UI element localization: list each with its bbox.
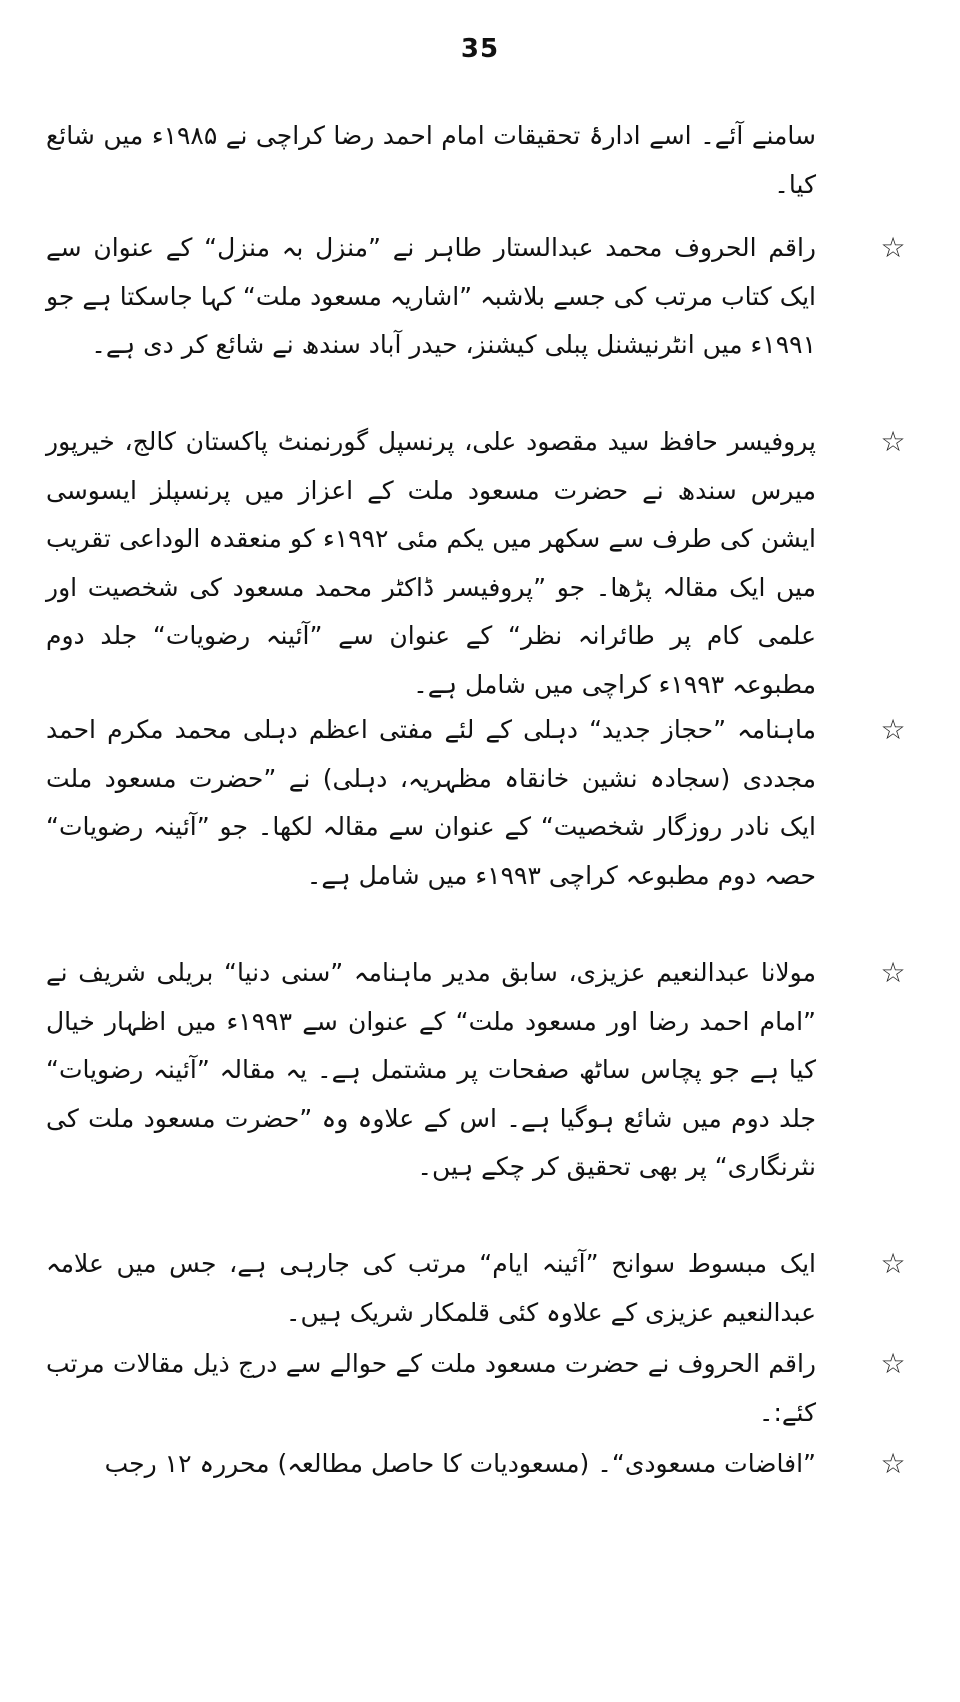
paragraph-text: راقم الحروف نے حضرت مسعود ملت کے حوالے سے درج ذیل مقالات مرتب کئے:۔ — [46, 1349, 816, 1427]
bullet-paragraph — [46, 706, 906, 949]
star-bullet-icon: ☆ — [880, 231, 906, 264]
bullet-paragraph — [46, 224, 906, 418]
star-bullet-icon: ☆ — [880, 1347, 906, 1380]
bullet-paragraph — [46, 418, 906, 706]
paragraph-text: مولانا عبدالنعیم عزیزی، سابق مدیر ماہنامہ ”سنی دنیا“ بریلی شریف نے ”امام احمد رضا اور مسعود ملت“ کے عنوان سے ۱۹۹۳ء میں اظہار خیال کیا ہے جو پچاس ساٹھ صفحات پر مشتمل ہے۔ یہ مقالہ ”آئینہ رضویات“ جلد دوم میں شائع ہوگیا ہے۔ اس کے علاوہ وہ ”حضرت مسعود ملت کی نثرنگاری“ پر بھی تحقیق کر چکے ہیں۔ — [46, 958, 816, 1181]
page-number: 35 — [460, 34, 500, 64]
paragraph-text: ”افاضات مسعودی“۔ (مسعودیات کا حاصل مطالعہ) محررہ ۱۲ رجب — [104, 1449, 816, 1478]
paragraph-text: راقم الحروف محمد عبدالستار طاہر نے ”منزل بہ منزل“ کے عنوان سے ایک کتاب مرتب کی جسے بلاشبہ ”اشاریہ مسعود ملت“ کہا جاسکتا ہے جو ۱۹۹۱ء میں انٹرنیشنل پبلی کیشنز، حیدر آباد سندھ نے شائع کر دی ہے۔ — [46, 233, 816, 359]
page-body — [46, 112, 906, 1490]
bullet-paragraph — [46, 1240, 906, 1340]
bullet-paragraph — [46, 949, 906, 1240]
star-bullet-icon: ☆ — [880, 956, 906, 989]
paragraph-text: ایک مبسوط سوانح ”آئینہ ایام“ مرتب کی جارہی ہے، جس میں علامہ عبدالنعیم عزیزی کے علاوہ کئی قلمکار شریک ہیں۔ — [46, 1249, 816, 1327]
star-bullet-icon: ☆ — [880, 713, 906, 746]
bullet-paragraph — [46, 1340, 906, 1440]
paragraph-text: ماہنامہ ”حجاز جدید“ دہلی کے لئے مفتی اعظم دہلی محمد مکرم احمد مجددی (سجادہ نشین خانقاہ مظہریہ، دہلی) نے ”حضرت مسعود ملت ایک نادر روزگار شخصیت“ کے عنوان سے مقالہ لکھا۔ جو ”آئینہ رضویات“ حصہ دوم مطبوعہ کراچی ۱۹۹۳ء میں شامل ہے۔ — [46, 715, 816, 890]
paragraph — [46, 112, 816, 224]
star-bullet-icon: ☆ — [880, 1247, 906, 1280]
star-bullet-icon: ☆ — [880, 1447, 906, 1480]
paragraph-text: سامنے آئے۔ اسے ادارۂ تحقیقات امام احمد رضا کراچی نے ۱۹۸۵ء میں شائع کیا۔ — [46, 121, 816, 199]
star-bullet-icon: ☆ — [880, 425, 906, 458]
paragraph-text: پروفیسر حافظ سید مقصود علی، پرنسپل گورنمنٹ پاکستان کالج، خیرپور میرس سندھ نے حضرت مسعود ملت کے اعزاز میں پرنسپلز ایسوسی ایشن کی طرف سے سکھر میں یکم مئی ۱۹۹۲ء کو منعقدہ الوداعی تقریب میں ایک مقالہ پڑھا۔ جو ”پروفیسر ڈاکٹر محمد مسعود کی شخصیت اور علمی کام پر طائرانہ نظر“ کے عنوان سے ”آئینہ رضویات“ جلد دوم مطبوعہ ۱۹۹۳ء کراچی میں شامل ہے۔ — [46, 427, 816, 699]
bullet-paragraph — [46, 1440, 906, 1490]
